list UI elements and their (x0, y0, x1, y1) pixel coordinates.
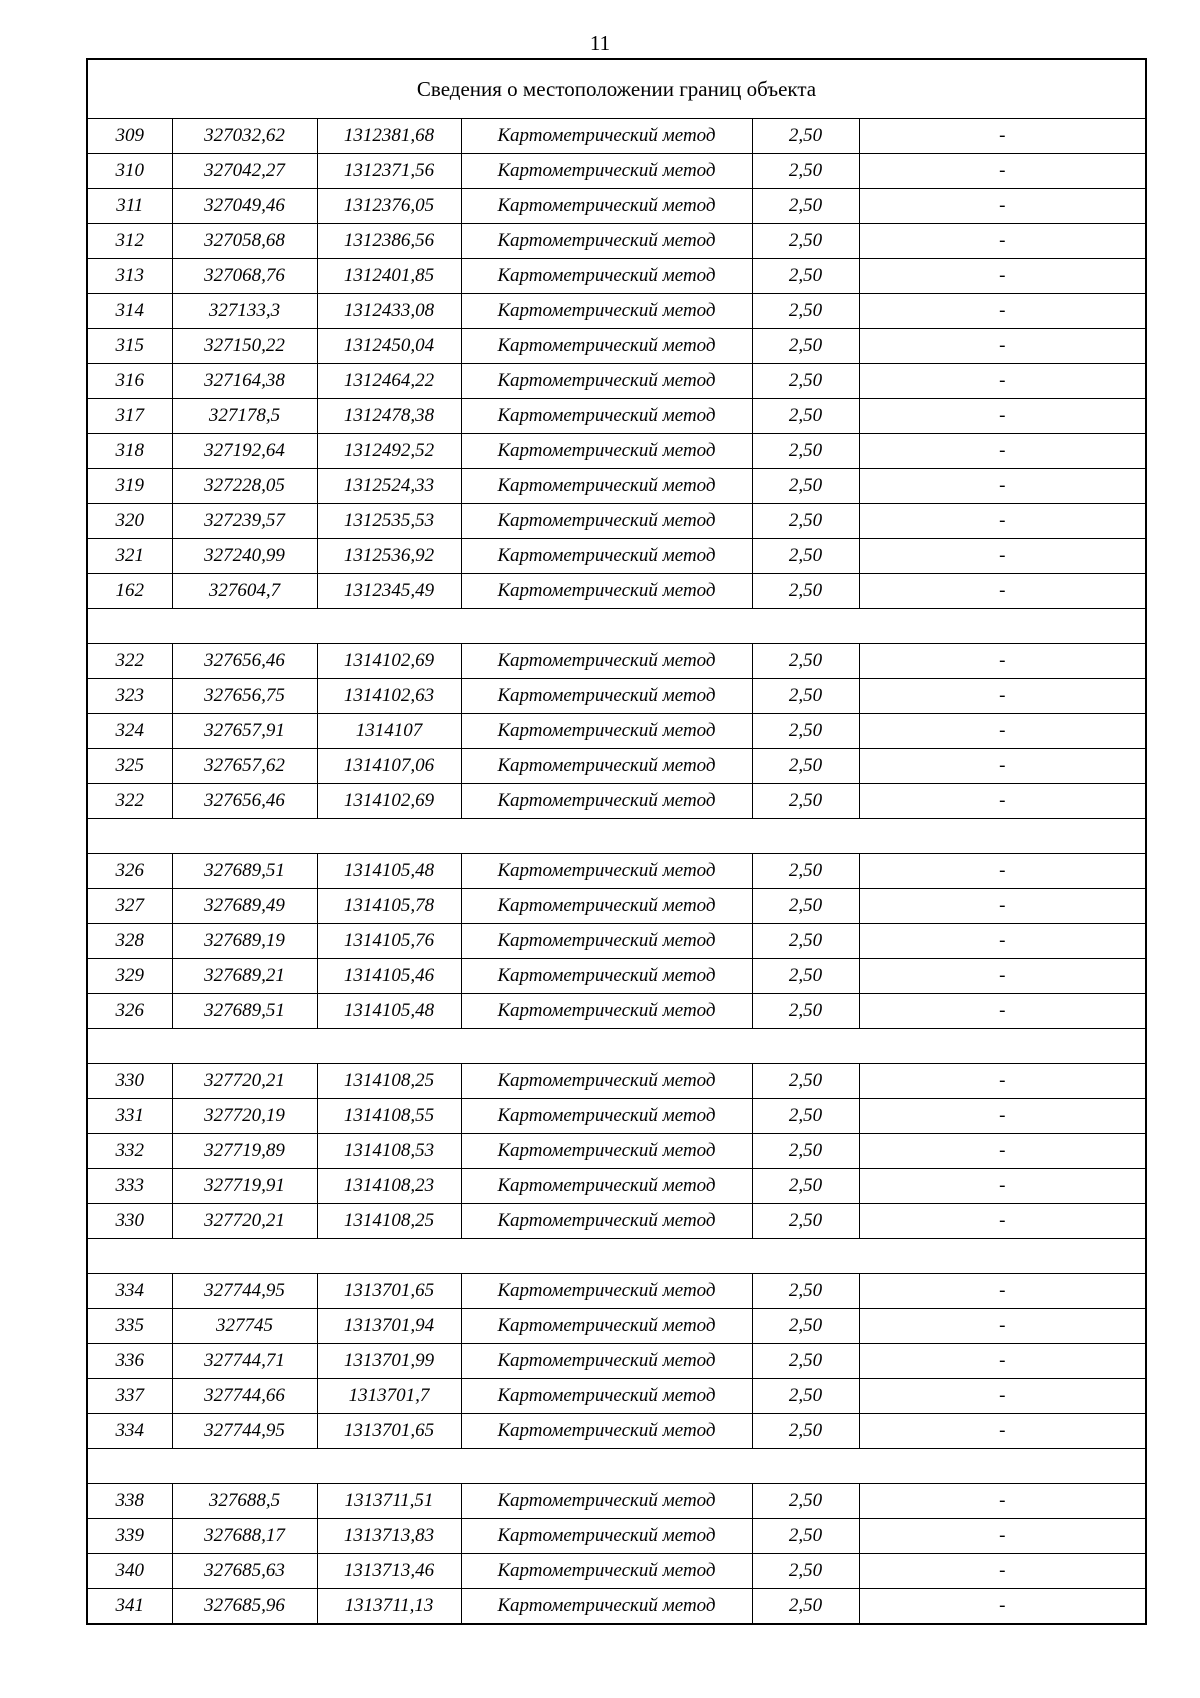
x-coordinate-cell: 327068,76 (172, 259, 317, 294)
point-number-cell: 316 (87, 364, 172, 399)
x-coordinate-cell: 327049,46 (172, 189, 317, 224)
table-row (87, 784, 1146, 819)
y-coordinate-cell: 1314105,48 (317, 854, 461, 889)
y-coordinate-cell: 1314107 (317, 714, 461, 749)
method-cell: Картометрический метод (461, 1169, 752, 1204)
description-cell: - (859, 1519, 1146, 1554)
accuracy-cell: 2,50 (752, 189, 859, 224)
x-coordinate-cell: 327133,3 (172, 294, 317, 329)
point-number-cell: 341 (87, 1589, 172, 1625)
accuracy-cell: 2,50 (752, 679, 859, 714)
point-number-cell: 330 (87, 1064, 172, 1099)
x-coordinate-cell: 327720,21 (172, 1204, 317, 1239)
point-number-cell: 327 (87, 889, 172, 924)
table-row (87, 1204, 1146, 1239)
boundary-table (86, 58, 1147, 1625)
x-coordinate-cell: 327657,62 (172, 749, 317, 784)
description-cell: - (859, 1309, 1146, 1344)
description-cell: - (859, 119, 1146, 154)
description-cell: - (859, 224, 1146, 259)
y-coordinate-cell: 1313711,51 (317, 1484, 461, 1519)
table-title-row (87, 59, 1146, 119)
y-coordinate-cell: 1314105,46 (317, 959, 461, 994)
accuracy-cell: 2,50 (752, 1519, 859, 1554)
table-row (87, 644, 1146, 679)
accuracy-cell: 2,50 (752, 1484, 859, 1519)
y-coordinate-cell: 1313701,7 (317, 1379, 461, 1414)
contour-separator-cell (87, 1239, 1146, 1274)
accuracy-cell: 2,50 (752, 364, 859, 399)
accuracy-cell: 2,50 (752, 959, 859, 994)
x-coordinate-cell: 327720,21 (172, 1064, 317, 1099)
point-number-cell: 339 (87, 1519, 172, 1554)
description-cell: - (859, 504, 1146, 539)
method-cell: Картометрический метод (461, 1519, 752, 1554)
method-cell: Картометрический метод (461, 574, 752, 609)
contour-separator-cell (87, 609, 1146, 644)
table-row (87, 889, 1146, 924)
accuracy-cell: 2,50 (752, 574, 859, 609)
contour-separator-row (87, 1239, 1146, 1274)
accuracy-cell: 2,50 (752, 504, 859, 539)
method-cell: Картометрический метод (461, 504, 752, 539)
accuracy-cell: 2,50 (752, 294, 859, 329)
method-cell: Картометрический метод (461, 889, 752, 924)
y-coordinate-cell: 1314102,69 (317, 784, 461, 819)
accuracy-cell: 2,50 (752, 434, 859, 469)
description-cell: - (859, 434, 1146, 469)
table-row (87, 434, 1146, 469)
x-coordinate-cell: 327688,5 (172, 1484, 317, 1519)
description-cell: - (859, 574, 1146, 609)
point-number-cell: 318 (87, 434, 172, 469)
y-coordinate-cell: 1314107,06 (317, 749, 461, 784)
table-row (87, 154, 1146, 189)
description-cell: - (859, 1484, 1146, 1519)
x-coordinate-cell: 327656,46 (172, 784, 317, 819)
point-number-cell: 336 (87, 1344, 172, 1379)
table-row (87, 749, 1146, 784)
method-cell: Картометрический метод (461, 259, 752, 294)
description-cell: - (859, 644, 1146, 679)
point-number-cell: 337 (87, 1379, 172, 1414)
table-row (87, 1064, 1146, 1099)
y-coordinate-cell: 1314105,76 (317, 924, 461, 959)
table-row (87, 1554, 1146, 1589)
y-coordinate-cell: 1314108,55 (317, 1099, 461, 1134)
table-row (87, 714, 1146, 749)
x-coordinate-cell: 327656,46 (172, 644, 317, 679)
table-row (87, 924, 1146, 959)
point-number-cell: 326 (87, 854, 172, 889)
description-cell: - (859, 539, 1146, 574)
method-cell: Картометрический метод (461, 784, 752, 819)
method-cell: Картометрический метод (461, 959, 752, 994)
y-coordinate-cell: 1312464,22 (317, 364, 461, 399)
description-cell: - (859, 294, 1146, 329)
x-coordinate-cell: 327688,17 (172, 1519, 317, 1554)
x-coordinate-cell: 327689,51 (172, 994, 317, 1029)
accuracy-cell: 2,50 (752, 784, 859, 819)
table-row (87, 364, 1146, 399)
table-title: Сведения о местоположении границ объекта (87, 59, 1146, 119)
contour-separator-cell (87, 1029, 1146, 1064)
page-number: 11 (589, 31, 611, 55)
description-cell: - (859, 714, 1146, 749)
contour-separator-row (87, 609, 1146, 644)
description-cell: - (859, 994, 1146, 1029)
x-coordinate-cell: 327744,95 (172, 1274, 317, 1309)
point-number-cell: 340 (87, 1554, 172, 1589)
description-cell: - (859, 1274, 1146, 1309)
point-number-cell: 317 (87, 399, 172, 434)
method-cell: Картометрический метод (461, 434, 752, 469)
point-number-cell: 309 (87, 119, 172, 154)
table-row (87, 1379, 1146, 1414)
x-coordinate-cell: 327192,64 (172, 434, 317, 469)
y-coordinate-cell: 1314108,25 (317, 1064, 461, 1099)
y-coordinate-cell: 1314108,53 (317, 1134, 461, 1169)
table-row (87, 504, 1146, 539)
y-coordinate-cell: 1312401,85 (317, 259, 461, 294)
method-cell: Картометрический метод (461, 469, 752, 504)
description-cell: - (859, 1169, 1146, 1204)
accuracy-cell: 2,50 (752, 714, 859, 749)
method-cell: Картометрический метод (461, 924, 752, 959)
accuracy-cell: 2,50 (752, 1589, 859, 1625)
point-number-cell: 313 (87, 259, 172, 294)
table-row (87, 1274, 1146, 1309)
y-coordinate-cell: 1313713,83 (317, 1519, 461, 1554)
table-row (87, 574, 1146, 609)
description-cell: - (859, 679, 1146, 714)
accuracy-cell: 2,50 (752, 1414, 859, 1449)
y-coordinate-cell: 1314102,69 (317, 644, 461, 679)
accuracy-cell: 2,50 (752, 1379, 859, 1414)
method-cell: Картометрический метод (461, 154, 752, 189)
point-number-cell: 315 (87, 329, 172, 364)
x-coordinate-cell: 327685,63 (172, 1554, 317, 1589)
table-row (87, 189, 1146, 224)
table-row (87, 469, 1146, 504)
description-cell: - (859, 154, 1146, 189)
x-coordinate-cell: 327656,75 (172, 679, 317, 714)
y-coordinate-cell: 1312433,08 (317, 294, 461, 329)
accuracy-cell: 2,50 (752, 1344, 859, 1379)
method-cell: Картометрический метод (461, 189, 752, 224)
method-cell: Картометрический метод (461, 329, 752, 364)
y-coordinate-cell: 1312376,05 (317, 189, 461, 224)
method-cell: Картометрический метод (461, 1554, 752, 1589)
method-cell: Картометрический метод (461, 119, 752, 154)
point-number-cell: 331 (87, 1099, 172, 1134)
table-row (87, 1344, 1146, 1379)
x-coordinate-cell: 327745 (172, 1309, 317, 1344)
accuracy-cell: 2,50 (752, 924, 859, 959)
table-row (87, 1309, 1146, 1344)
method-cell: Картометрический метод (461, 714, 752, 749)
method-cell: Картометрический метод (461, 1589, 752, 1625)
description-cell: - (859, 1589, 1146, 1625)
x-coordinate-cell: 327228,05 (172, 469, 317, 504)
description-cell: - (859, 924, 1146, 959)
x-coordinate-cell: 327689,49 (172, 889, 317, 924)
y-coordinate-cell: 1314108,25 (317, 1204, 461, 1239)
method-cell: Картометрический метод (461, 994, 752, 1029)
point-number-cell: 325 (87, 749, 172, 784)
table-row (87, 119, 1146, 154)
x-coordinate-cell: 327657,91 (172, 714, 317, 749)
point-number-cell: 311 (87, 189, 172, 224)
accuracy-cell: 2,50 (752, 1554, 859, 1589)
point-number-cell: 332 (87, 1134, 172, 1169)
y-coordinate-cell: 1312478,38 (317, 399, 461, 434)
y-coordinate-cell: 1314102,63 (317, 679, 461, 714)
point-number-cell: 310 (87, 154, 172, 189)
table-row (87, 679, 1146, 714)
method-cell: Картометрический метод (461, 854, 752, 889)
description-cell: - (859, 1064, 1146, 1099)
accuracy-cell: 2,50 (752, 749, 859, 784)
y-coordinate-cell: 1312386,56 (317, 224, 461, 259)
y-coordinate-cell: 1313701,94 (317, 1309, 461, 1344)
point-number-cell: 335 (87, 1309, 172, 1344)
x-coordinate-cell: 327164,38 (172, 364, 317, 399)
accuracy-cell: 2,50 (752, 1204, 859, 1239)
contour-separator-row (87, 1029, 1146, 1064)
method-cell: Картометрический метод (461, 749, 752, 784)
description-cell: - (859, 749, 1146, 784)
description-cell: - (859, 784, 1146, 819)
accuracy-cell: 2,50 (752, 1309, 859, 1344)
table-row (87, 539, 1146, 574)
y-coordinate-cell: 1312371,56 (317, 154, 461, 189)
description-cell: - (859, 854, 1146, 889)
table-row (87, 1589, 1146, 1625)
method-cell: Картометрический метод (461, 294, 752, 329)
description-cell: - (859, 1414, 1146, 1449)
description-cell: - (859, 364, 1146, 399)
table-row (87, 294, 1146, 329)
accuracy-cell: 2,50 (752, 539, 859, 574)
point-number-cell: 321 (87, 539, 172, 574)
description-cell: - (859, 1554, 1146, 1589)
point-number-cell: 333 (87, 1169, 172, 1204)
y-coordinate-cell: 1312381,68 (317, 119, 461, 154)
accuracy-cell: 2,50 (752, 1169, 859, 1204)
point-number-cell: 329 (87, 959, 172, 994)
description-cell: - (859, 1134, 1146, 1169)
point-number-cell: 322 (87, 784, 172, 819)
y-coordinate-cell: 1313713,46 (317, 1554, 461, 1589)
description-cell: - (859, 469, 1146, 504)
accuracy-cell: 2,50 (752, 994, 859, 1029)
method-cell: Картометрический метод (461, 679, 752, 714)
point-number-cell: 328 (87, 924, 172, 959)
method-cell: Картометрический метод (461, 1134, 752, 1169)
point-number-cell: 314 (87, 294, 172, 329)
method-cell: Картометрический метод (461, 1309, 752, 1344)
description-cell: - (859, 889, 1146, 924)
point-number-cell: 320 (87, 504, 172, 539)
x-coordinate-cell: 327720,19 (172, 1099, 317, 1134)
accuracy-cell: 2,50 (752, 399, 859, 434)
y-coordinate-cell: 1314105,78 (317, 889, 461, 924)
table-row (87, 854, 1146, 889)
table-row (87, 329, 1146, 364)
x-coordinate-cell: 327689,51 (172, 854, 317, 889)
point-number-cell: 322 (87, 644, 172, 679)
contour-separator-cell (87, 819, 1146, 854)
accuracy-cell: 2,50 (752, 1134, 859, 1169)
point-number-cell: 338 (87, 1484, 172, 1519)
table-row (87, 1484, 1146, 1519)
y-coordinate-cell: 1313701,65 (317, 1274, 461, 1309)
x-coordinate-cell: 327178,5 (172, 399, 317, 434)
x-coordinate-cell: 327239,57 (172, 504, 317, 539)
x-coordinate-cell: 327042,27 (172, 154, 317, 189)
accuracy-cell: 2,50 (752, 644, 859, 679)
y-coordinate-cell: 1313701,65 (317, 1414, 461, 1449)
point-number-cell: 312 (87, 224, 172, 259)
method-cell: Картометрический метод (461, 1099, 752, 1134)
method-cell: Картометрический метод (461, 1064, 752, 1099)
contour-separator-cell (87, 1449, 1146, 1484)
point-number-cell: 326 (87, 994, 172, 1029)
y-coordinate-cell: 1312524,33 (317, 469, 461, 504)
y-coordinate-cell: 1312535,53 (317, 504, 461, 539)
description-cell: - (859, 1379, 1146, 1414)
description-cell: - (859, 1344, 1146, 1379)
accuracy-cell: 2,50 (752, 1064, 859, 1099)
accuracy-cell: 2,50 (752, 854, 859, 889)
method-cell: Картометрический метод (461, 1414, 752, 1449)
point-number-cell: 319 (87, 469, 172, 504)
x-coordinate-cell: 327150,22 (172, 329, 317, 364)
accuracy-cell: 2,50 (752, 469, 859, 504)
point-number-cell: 323 (87, 679, 172, 714)
description-cell: - (859, 959, 1146, 994)
point-number-cell: 334 (87, 1274, 172, 1309)
point-number-cell: 162 (87, 574, 172, 609)
y-coordinate-cell: 1312492,52 (317, 434, 461, 469)
y-coordinate-cell: 1314105,48 (317, 994, 461, 1029)
method-cell: Картометрический метод (461, 364, 752, 399)
description-cell: - (859, 399, 1146, 434)
table-row (87, 1099, 1146, 1134)
contour-separator-row (87, 1449, 1146, 1484)
table-row (87, 399, 1146, 434)
table-row (87, 259, 1146, 294)
x-coordinate-cell: 327689,19 (172, 924, 317, 959)
method-cell: Картометрический метод (461, 1344, 752, 1379)
x-coordinate-cell: 327719,89 (172, 1134, 317, 1169)
method-cell: Картометрический метод (461, 224, 752, 259)
method-cell: Картометрический метод (461, 644, 752, 679)
method-cell: Картометрический метод (461, 1379, 752, 1414)
accuracy-cell: 2,50 (752, 1099, 859, 1134)
description-cell: - (859, 329, 1146, 364)
y-coordinate-cell: 1313711,13 (317, 1589, 461, 1625)
accuracy-cell: 2,50 (752, 1274, 859, 1309)
y-coordinate-cell: 1312345,49 (317, 574, 461, 609)
method-cell: Картометрический метод (461, 1484, 752, 1519)
point-number-cell: 330 (87, 1204, 172, 1239)
y-coordinate-cell: 1312536,92 (317, 539, 461, 574)
x-coordinate-cell: 327744,95 (172, 1414, 317, 1449)
accuracy-cell: 2,50 (752, 329, 859, 364)
description-cell: - (859, 259, 1146, 294)
table-body (87, 59, 1146, 1624)
accuracy-cell: 2,50 (752, 119, 859, 154)
table-row (87, 994, 1146, 1029)
table-row (87, 1519, 1146, 1554)
x-coordinate-cell: 327744,71 (172, 1344, 317, 1379)
method-cell: Картометрический метод (461, 1204, 752, 1239)
table-row (87, 1169, 1146, 1204)
x-coordinate-cell: 327604,7 (172, 574, 317, 609)
x-coordinate-cell: 327685,96 (172, 1589, 317, 1625)
accuracy-cell: 2,50 (752, 889, 859, 924)
x-coordinate-cell: 327689,21 (172, 959, 317, 994)
x-coordinate-cell: 327032,62 (172, 119, 317, 154)
accuracy-cell: 2,50 (752, 259, 859, 294)
x-coordinate-cell: 327744,66 (172, 1379, 317, 1414)
point-number-cell: 324 (87, 714, 172, 749)
method-cell: Картометрический метод (461, 399, 752, 434)
accuracy-cell: 2,50 (752, 224, 859, 259)
table-row (87, 1414, 1146, 1449)
description-cell: - (859, 1204, 1146, 1239)
x-coordinate-cell: 327240,99 (172, 539, 317, 574)
contour-separator-row (87, 819, 1146, 854)
table-row (87, 959, 1146, 994)
accuracy-cell: 2,50 (752, 154, 859, 189)
y-coordinate-cell: 1313701,99 (317, 1344, 461, 1379)
point-number-cell: 334 (87, 1414, 172, 1449)
description-cell: - (859, 1099, 1146, 1134)
method-cell: Картометрический метод (461, 539, 752, 574)
y-coordinate-cell: 1314108,23 (317, 1169, 461, 1204)
y-coordinate-cell: 1312450,04 (317, 329, 461, 364)
table-row (87, 1134, 1146, 1169)
method-cell: Картометрический метод (461, 1274, 752, 1309)
description-cell: - (859, 189, 1146, 224)
x-coordinate-cell: 327058,68 (172, 224, 317, 259)
table-row (87, 224, 1146, 259)
x-coordinate-cell: 327719,91 (172, 1169, 317, 1204)
